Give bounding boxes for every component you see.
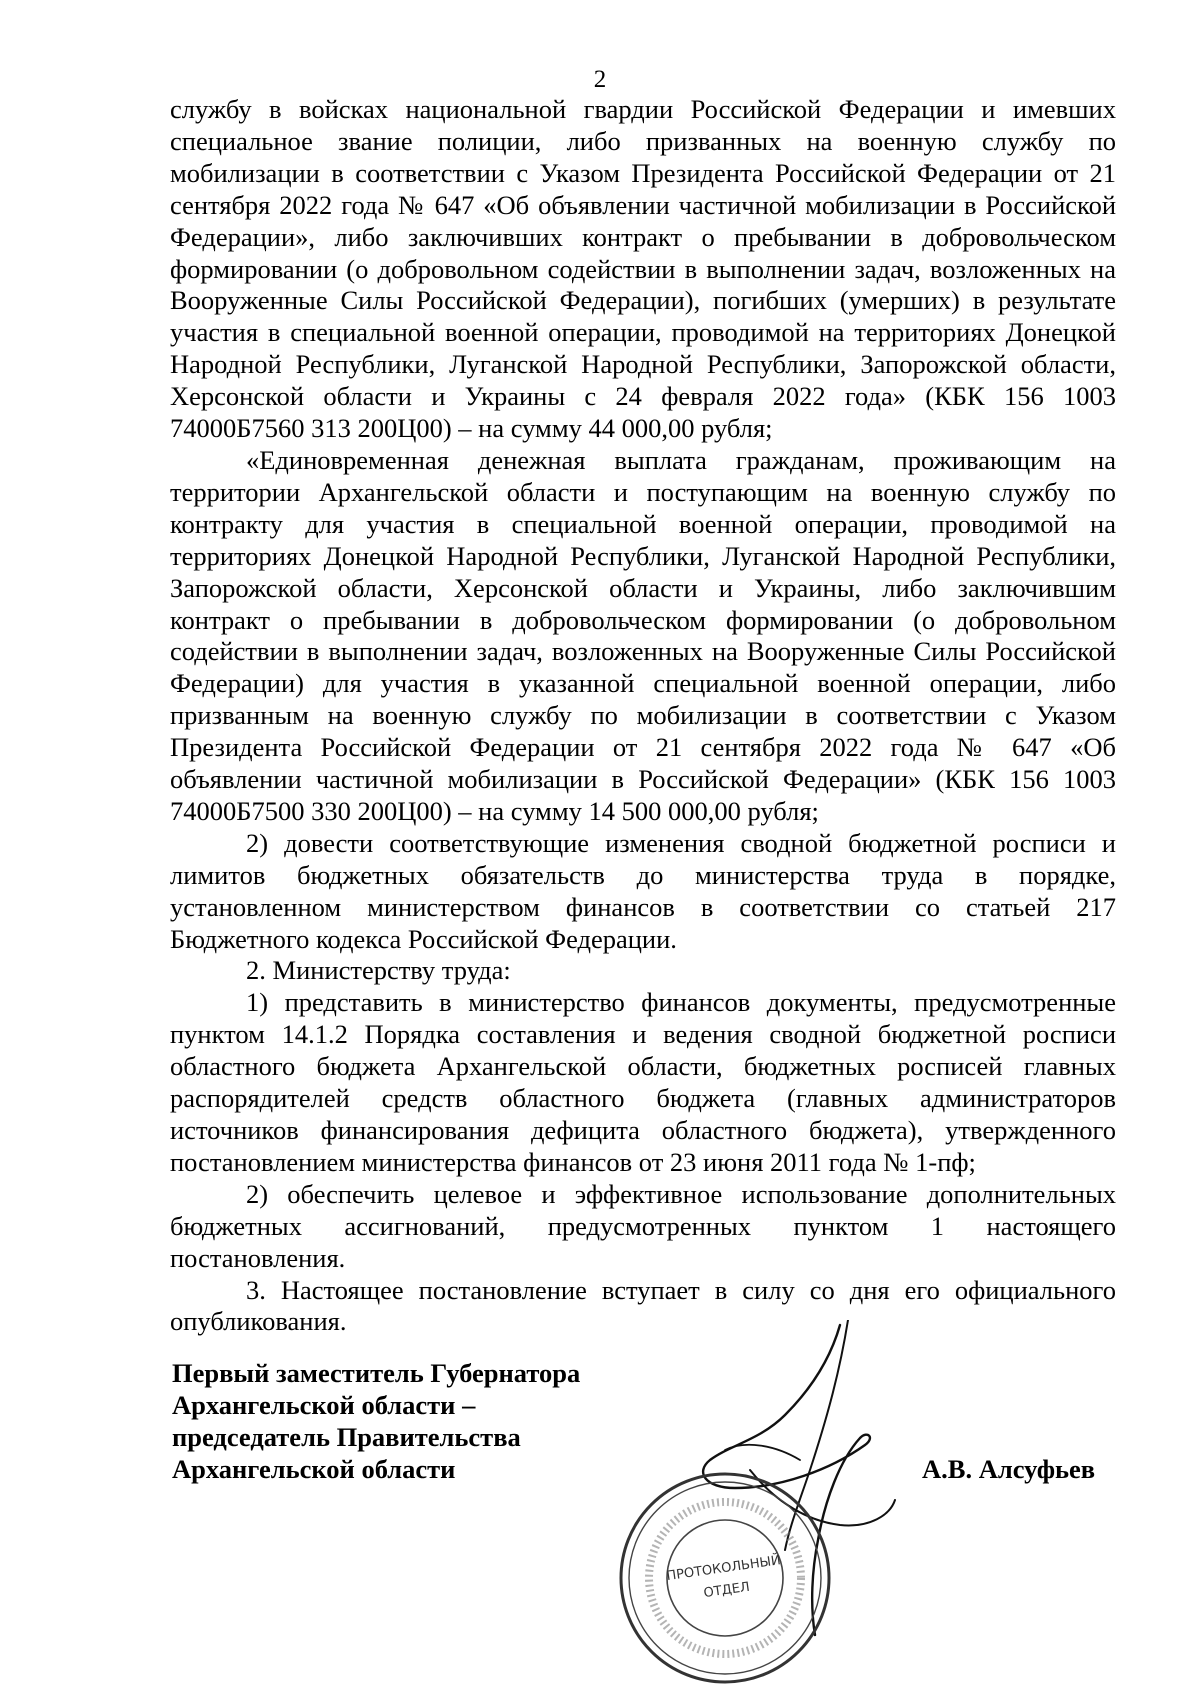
signatory-position-line: Архангельской области (172, 1453, 456, 1484)
paragraph-budget-changes: 2) довести соответствующие изменения сводной бюджетной росписи и лимитов бюджетных обязательств до министерства труда в порядке, установленном министерством финансов в соответствии со статьей 217 Бюджетного кодекса Российской Федерации. (170, 827, 1116, 954)
signatory-position (172, 1358, 580, 1486)
signatory-position-line: председатель Правительства (172, 1421, 521, 1452)
paragraph-continuation: службу в войсках национальной гвардии Российской Федерации и имевших специальное звание полиции, либо призванных на военную службу по мобилизации в соответствии с Указом Президента Российской Федерации от 21 сентября 2022 года № 647 «Об объявлении частичной мобилизации в Российской Федерации», либо заключивших контракт о пребывании в добровольческом формировании (о добровольном содействии в выполнении задач, возложенных на Вооруженные Силы Российской Федерации), погибших (умерших) в результате участия в специальной военной операции, проводимой на территориях Донецкой Народной Республики, Луганской Народной Республики, Запорожской области, Херсонской области и Украины с 24 февраля 2022 года» (КБК 156 1003 74000Б7560 313 200Ц00) – на сумму 44 000,00 рубля; (170, 94, 1116, 444)
official-stamp (615, 1468, 835, 1688)
paragraph-ensure-use: 2) обеспечить целевое и эффективное использование дополнительных бюджетных ассигнований, предусмотренных пунктом 1 настоящего постановления. (170, 1178, 1116, 1273)
document-body (170, 94, 1116, 1338)
page-number: 2 (593, 66, 607, 93)
stamp-text-line: ПРОТОКОЛЬНЫЙ (665, 1553, 782, 1585)
paragraph-ministry-of-labor: 2. Министерству труда: (246, 955, 511, 986)
paragraph-entry-into-force: 3. Настоящее постановление вступает в силу со дня его официального опубликования. (170, 1274, 1116, 1337)
signatory-name: А.В. Алсуфьев (922, 1454, 1096, 1484)
signatory-position-line: Первый заместитель Губернатора (172, 1358, 581, 1388)
stamp-text-line: ОТДЕЛ (702, 1579, 751, 1602)
paragraph-lump-sum-payment: «Единовременная денежная выплата гражданам, проживающим на территории Архангельской области и поступающим на военную службу по контракту для участия в специальной военной операции, проводимой на территориях Донецкой Народной Республики, Луганской Народной Республики, Запорожской области, Херсонской области и Украины, либо заключившим контракт о пребывании в добровольческом формировании (о добровольном содействии в выполнении задач, возложенных на Вооруженные Силы Российской Федерации) для участия в указанной специальной военной операции, либо призванным на военную службу по мобилизации в соответствии с Указом Президента Российской Федерации от 21 сентября 2022 года № 647 «Об объявлении частичной мобилизации в Российской Федерации» (КБК 156 1003 74000Б7500 330 200Ц00) – на сумму 14 500 000,00 рубля; (170, 444, 1116, 826)
signatory-position-line: Архангельской области – (172, 1389, 476, 1420)
paragraph-submit-documents: 1) представить в министерство финансов документы, предусмотренные пунктом 14.1.2 Порядка составления и ведения сводной бюджетной росписи областного бюджета Архангельской области, бюджетных росписей главных распорядителей средств областного бюджета (главных администраторов источников финансирования дефицита областного бюджета), утвержденного постановлением министерства финансов от 23 июня 2011 года № 1-пф; (170, 987, 1116, 1177)
